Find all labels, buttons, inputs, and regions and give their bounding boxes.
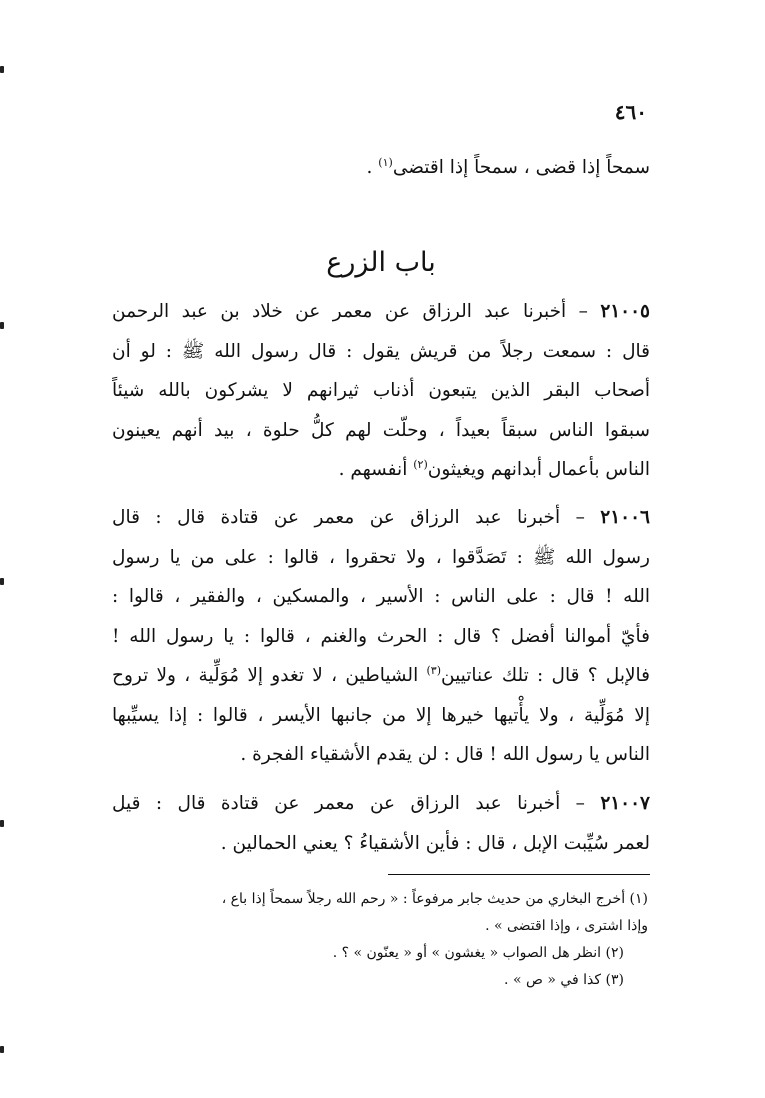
page-number: ٤٦٠ (614, 100, 647, 124)
footnote-ref-3: (٣) (426, 663, 441, 677)
text-line: الناس بأعمال أبدانهم ويغيثون$^{(٢)}$ أنفسهم . (338, 457, 650, 480)
scan-mark (0, 578, 4, 585)
hadith-21006 (112, 498, 650, 775)
footnote-ref-2: (٢) (413, 457, 428, 471)
chapter-title: باب الزرع (326, 247, 436, 278)
text-line: قال : سمعت رجلاً من قريش يقول : قال رسول الله ﷺ : لو أن (112, 340, 650, 362)
footnote-3: (٣) كذا في « ص » . (504, 972, 624, 988)
footnote-2: (٢) انظر هل الصواب « يغشون » أو « يعنّون » ؟ . (332, 945, 624, 961)
hadith-number: ٢١٠٠٦ (600, 507, 650, 528)
footnote-divider (388, 874, 650, 875)
text-line: إلا مُوَلِّية ، ولا يأْتيها خيرها إلا من جانبها الأيسر ، قالوا : إذا يسيِّبها (112, 704, 650, 726)
text-line: سمحاً إذا قضى ، سمحاً إذا اقتضى$^{(١)}$ . (366, 155, 650, 178)
text-line: سبقوا الناس سبقاً بعيداً ، وحلّت لهم كلُّ حلوة ، بيد أنهم يعينون (112, 419, 650, 441)
footnotes (110, 886, 648, 994)
scan-mark (0, 1046, 4, 1053)
text-line: ٢١٠٠٧ – أخبرنا عبد الرزاق عن معمر عن قتادة قال : قيل (112, 793, 650, 814)
hadith-number: ٢١٠٠٥ (600, 301, 650, 322)
text-line: ٢١٠٠٦ – أخبرنا عبد الرزاق عن معمر عن قتادة قال : قال (112, 507, 650, 528)
text-line: رسول الله ﷺ : تَصَدَّقوا ، ولا تحقروا ، قالوا : على من يا رسول (112, 546, 650, 568)
scan-mark (0, 322, 4, 329)
text-line: فالإبل ؟ قال : تلك عناتيين$^{(٣)}$ الشياطين ، لا تغدو إلا مُوَلِّية ، ولا تروح (112, 663, 650, 686)
hadith-number: ٢١٠٠٧ (600, 793, 650, 814)
text-line: ٢١٠٠٥ – أخبرنا عبد الرزاق عن معمر عن خلاد بن عبد الرحمن (112, 301, 650, 322)
text-line: فأيّ أموالنا أفضل ؟ قال : الحرث والغنم ، قالوا : يا رسول الله ! (112, 625, 650, 647)
carry-over-paragraph (112, 148, 650, 188)
text-line: الناس يا رسول الله ! قال : لن يقدم الأشقياء الفجرة . (240, 744, 650, 765)
footnote-1: (١) أخرج البخاري من حديث جابر مرفوعاً : « رحم الله رجلاً سمحاً إذا باع ، (221, 891, 648, 907)
footnote-ref-1: (١) (378, 155, 393, 169)
scan-mark (0, 820, 4, 827)
hadith-21005 (112, 292, 650, 490)
text-line: الله ! قال : على الناس : الأسير ، والمسكين ، والفقير ، قالوا : (112, 586, 650, 607)
hadith-21007 (112, 784, 650, 863)
footnote-1-continuation: وإذا اشترى ، وإذا اقتضى » . (485, 918, 648, 934)
scan-mark (0, 66, 4, 73)
text-line: لعمر سُيِّبت الإبل ، قال : فأين الأشقياءُ ؟ يعني الحمالين . (220, 832, 650, 854)
text-line: أصحاب البقر الذين يتبعون أذناب ثيرانهم لا يشركون بالله شيئاً (112, 380, 650, 401)
